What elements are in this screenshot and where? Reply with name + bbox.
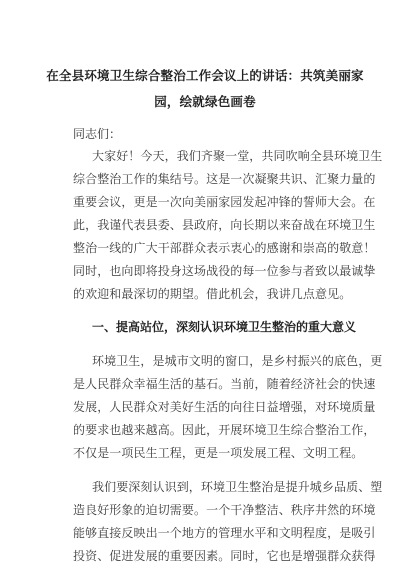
paragraph-3-line: 投资、促进发展的重要因素。同时，它也是增强群众获得 <box>73 549 376 563</box>
paragraph-3-line: 能够直接反映出一个地方的管理水平和文明程度，是吸引 <box>73 526 376 540</box>
paragraph-3-line: 造良好形象的迫切需要。一个干净整洁、秩序井然的环境 <box>73 503 376 517</box>
paragraph-2-line: 不仅是一项民生工程，更是一项发展工程、文明工程。 <box>73 446 364 460</box>
paragraph-1-line: 的欢迎和最深切的期望。借此机会，我讲几点意见。 <box>73 287 352 301</box>
paragraph-1-line: 整治一线的广大干部群众表示衷心的感谢和崇高的敬意！ <box>73 241 376 255</box>
document-title-line-1: 在全县环境卫生综合整治工作会议上的讲话：共筑美丽家 <box>46 68 364 83</box>
paragraph-1-line: 同时，也向即将投身这场战役的每一位参与者致以最诚挚 <box>73 264 376 278</box>
paragraph-2-line: 发展，人民群众对美好生活的向往日益增强，对环境质量 <box>73 400 376 414</box>
paragraph-1-line: 此，我谨代表县委、县政府，向长期以来奋战在环境卫生 <box>73 218 376 232</box>
paragraph-3-line: 我们要深刻认识到，环境卫生整治是提升城乡品质、塑 <box>92 480 383 494</box>
paragraph-2-line: 环境卫生，是城市文明的窗口，是乡村振兴的底色，更 <box>92 354 383 368</box>
paragraph-2-line: 的要求也越来越高。因此，开展环境卫生综合整治工作， <box>73 423 376 437</box>
paragraph-1-line: 重要会议，更是一次向美丽家园发起冲锋的誓师大会。在 <box>73 195 376 209</box>
document-title-line-2: 园，绘就绿色画卷 <box>154 94 256 109</box>
section-heading-1: 一、提高站位，深刻认识环境卫生整治的重大意义 <box>92 320 357 334</box>
salutation: 同志们： <box>73 127 122 141</box>
paragraph-1-line: 大家好！今天，我们齐聚一堂，共同吹响全县环境卫生 <box>92 149 383 163</box>
paragraph-2-line: 是人民群众幸福生活的基石。当前，随着经济社会的快速 <box>73 377 376 391</box>
paragraph-1-line: 综合整治工作的集结号。这是一次凝聚共识、汇聚力量的 <box>73 172 376 186</box>
